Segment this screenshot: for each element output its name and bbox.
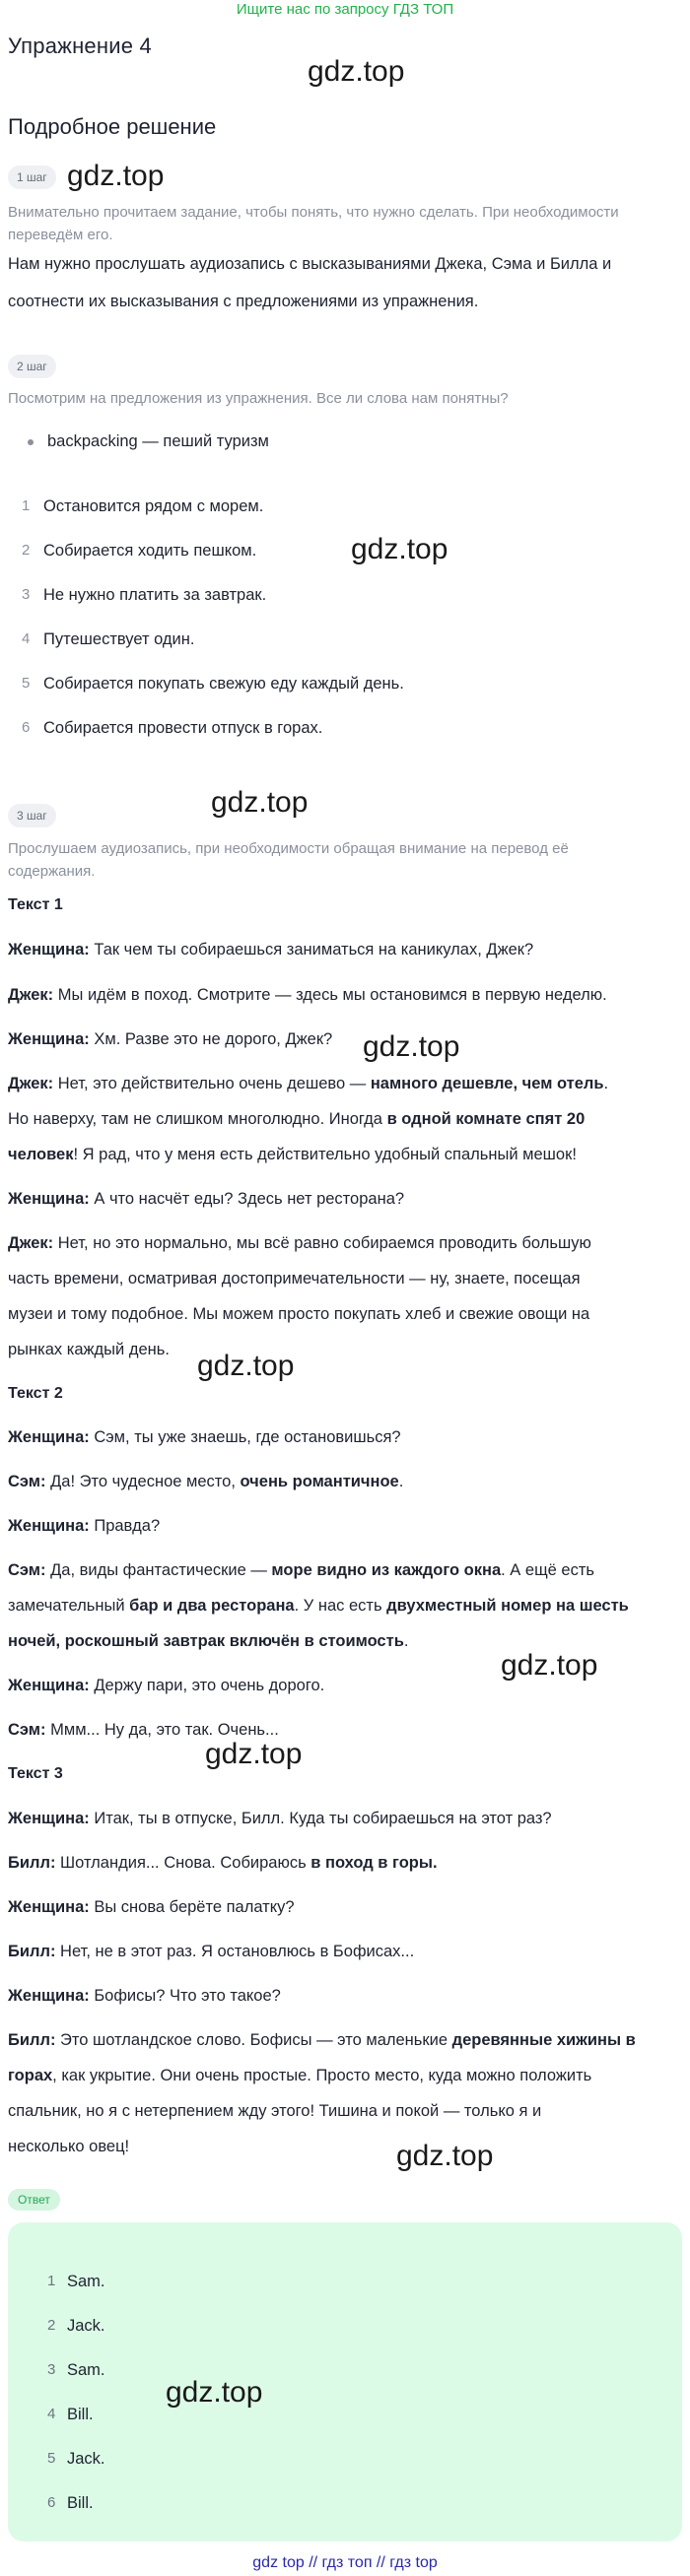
answer-box <box>8 2222 682 2542</box>
step-1-text-line: соотнести их высказывания с предложениями из упражнения. <box>8 293 479 310</box>
step-3-note: Прослушаем аудиозапись, при необходимости обращая внимание на перевод её <box>8 840 569 857</box>
speaker: Джек: <box>8 1075 54 1092</box>
speaker: Сэм: <box>8 1721 46 1739</box>
speaker: Женщина: <box>8 1810 90 1827</box>
answer-badge: Ответ <box>8 2189 60 2211</box>
text-1-label: Текст 1 <box>8 896 63 913</box>
dialogue-line: Сэм: Да! Это чудесное место, очень романтичное. <box>8 1473 404 1490</box>
dialogue-line: Женщина: Вы снова берёте палатку? <box>8 1898 295 1916</box>
watermark: gdz.top <box>205 1738 303 1770</box>
list-item: Собирается ходить пешком. <box>43 542 257 560</box>
answer-number: 2 <box>47 2317 56 2334</box>
speaker: Женщина: <box>8 1190 90 1208</box>
dialogue-line: Женщина: Бофисы? Что это такое? <box>8 1987 281 2005</box>
list-item: Собирается покупать свежую еду каждый день. <box>43 675 404 693</box>
list-number: 3 <box>22 586 31 603</box>
speaker: Билл: <box>8 2031 56 2049</box>
answer-number: 3 <box>47 2361 56 2378</box>
answer-item: Bill. <box>67 2406 94 2423</box>
answer-number: 4 <box>47 2406 56 2422</box>
dialogue-line: Джек: Нет, но это нормально, мы всё равно собираемся проводить большую <box>8 1234 591 1252</box>
watermark: gdz.top <box>67 160 165 192</box>
speaker: Билл: <box>8 1854 56 1872</box>
list-number: 6 <box>22 719 31 736</box>
speaker: Женщина: <box>8 1517 90 1535</box>
list-number: 4 <box>22 630 31 647</box>
dialogue-line: Сэм: Ммм... Ну да, это так. Очень... <box>8 1721 279 1739</box>
list-item: Остановится рядом с морем. <box>43 497 264 515</box>
dialogue-line: Билл: Нет, не в этот раз. Я остановлюсь в Бофисах... <box>8 1943 415 1960</box>
list-number: 1 <box>22 497 31 514</box>
watermark: gdz.top <box>363 1030 460 1063</box>
dialogue-line: Но наверху, там не слишком многолюдно. Иногда в одной комнате спят 20 <box>8 1110 586 1128</box>
watermark: gdz.top <box>166 2376 263 2409</box>
dialogue-line: музеи и тому подобное. Мы можем просто покупать хлеб и свежие овощи на <box>8 1305 590 1323</box>
solution-title: Подробное решение <box>8 114 217 139</box>
dialogue-line: Женщина: Сэм, ты уже знаешь, где остановишься? <box>8 1428 401 1446</box>
speaker: Джек: <box>8 1234 54 1252</box>
watermark: gdz.top <box>197 1350 295 1382</box>
answer-item: Bill. <box>67 2494 94 2512</box>
answer-item: Sam. <box>67 2361 105 2379</box>
watermark: gdz.top <box>308 55 405 88</box>
dialogue-line: замечательный бар и два ресторана. У нас есть двухместный номер на шесть <box>8 1597 629 1615</box>
step-3-note: содержания. <box>8 863 96 880</box>
dialogue-line: Джек: Мы идём в поход. Смотрите — здесь мы остановимся в первую неделю. <box>8 986 607 1004</box>
dialogue-line: несколько овец! <box>8 2138 130 2155</box>
speaker: Женщина: <box>8 1030 90 1048</box>
list-number: 5 <box>22 675 31 692</box>
vocabulary-bullet: backpacking — пеший туризм <box>47 432 269 450</box>
list-number: 2 <box>22 542 31 559</box>
dialogue-line: Женщина: Итак, ты в отпуске, Билл. Куда ты собираешься на этот раз? <box>8 1810 552 1827</box>
watermark: gdz.top <box>351 533 448 565</box>
bottom-banner: gdz top // гдз топ // гдз top <box>252 2554 438 2571</box>
dialogue-line: Женщина: Держу пари, это очень дорого. <box>8 1677 325 1694</box>
dialogue-line: часть времени, осматривая достопримечательности — ну, знаете, посещая <box>8 1270 581 1288</box>
step-1-badge: 1 шаг <box>8 165 56 189</box>
step-2-badge: 2 шаг <box>8 355 56 378</box>
list-item: Собирается провести отпуск в горах. <box>43 719 323 737</box>
exercise-title: Упражнение 4 <box>8 33 152 58</box>
dialogue-line: горах, как укрытие. Они очень простые. Просто место, куда можно положить <box>8 2067 592 2084</box>
answer-number: 6 <box>47 2494 56 2511</box>
speaker: Женщина: <box>8 1428 90 1446</box>
answer-item: Jack. <box>67 2317 105 2335</box>
speaker: Женщина: <box>8 941 90 958</box>
dialogue-line: спальник, но я с нетерпением жду этого! Тишина и покой — только я и <box>8 2102 542 2120</box>
list-item: Путешествует один. <box>43 630 195 648</box>
top-banner: Ищите нас по запросу ГДЗ ТОП <box>236 1 454 18</box>
dialogue-line: Джек: Нет, это действительно очень дешево — намного дешевле, чем отель. <box>8 1075 609 1092</box>
watermark: gdz.top <box>211 786 309 819</box>
dialogue-line: рынках каждый день. <box>8 1341 170 1358</box>
step-3-badge: 3 шаг <box>8 804 56 827</box>
dialogue-line: ночей, роскошный завтрак включён в стоимость. <box>8 1632 409 1650</box>
step-1-text-line: Нам нужно прослушать аудиозапись с высказываниями Джека, Сэма и Билла и <box>8 255 612 273</box>
dialogue-line: Билл: Шотландия... Снова. Собираюсь в поход в горы. <box>8 1854 438 1872</box>
answer-number: 5 <box>47 2450 56 2467</box>
answer-item: Jack. <box>67 2450 105 2468</box>
speaker: Женщина: <box>8 1987 90 2005</box>
watermark: gdz.top <box>396 2140 494 2172</box>
answer-number: 1 <box>47 2273 56 2289</box>
dialogue-line: Женщина: Так чем ты собираешься заниматься на каникулах, Джек? <box>8 941 534 958</box>
dialogue-line: Женщина: Хм. Разве это не дорого, Джек? <box>8 1030 333 1048</box>
speaker: Женщина: <box>8 1677 90 1694</box>
step-2-note: Посмотрим на предложения из упражнения. Все ли слова нам понятны? <box>8 390 509 407</box>
speaker: Сэм: <box>8 1473 46 1490</box>
dialogue-line: Женщина: А что насчёт еды? Здесь нет ресторана? <box>8 1190 405 1208</box>
text-3-label: Текст 3 <box>8 1765 63 1782</box>
speaker: Джек: <box>8 986 54 1004</box>
dialogue-line: Билл: Это шотландское слово. Бофисы — это маленькие деревянные хижины в <box>8 2031 636 2049</box>
watermark: gdz.top <box>501 1649 598 1682</box>
bullet-dot <box>28 439 34 445</box>
speaker: Билл: <box>8 1943 56 1960</box>
dialogue-line: человек! Я рад, что у меня есть действительно удобный спальный мешок! <box>8 1146 577 1163</box>
text-2-label: Текст 2 <box>8 1385 63 1402</box>
dialogue-line: Сэм: Да, виды фантастические — море видно из каждого окна. А ещё есть <box>8 1561 594 1579</box>
answer-item: Sam. <box>67 2273 105 2290</box>
step-1-note: Внимательно прочитаем задание, чтобы понять, что нужно сделать. При необходимости переведём его. <box>8 204 619 243</box>
list-item: Не нужно платить за завтрак. <box>43 586 267 604</box>
speaker: Сэм: <box>8 1561 46 1579</box>
dialogue-line: Женщина: Правда? <box>8 1517 161 1535</box>
speaker: Женщина: <box>8 1898 90 1916</box>
